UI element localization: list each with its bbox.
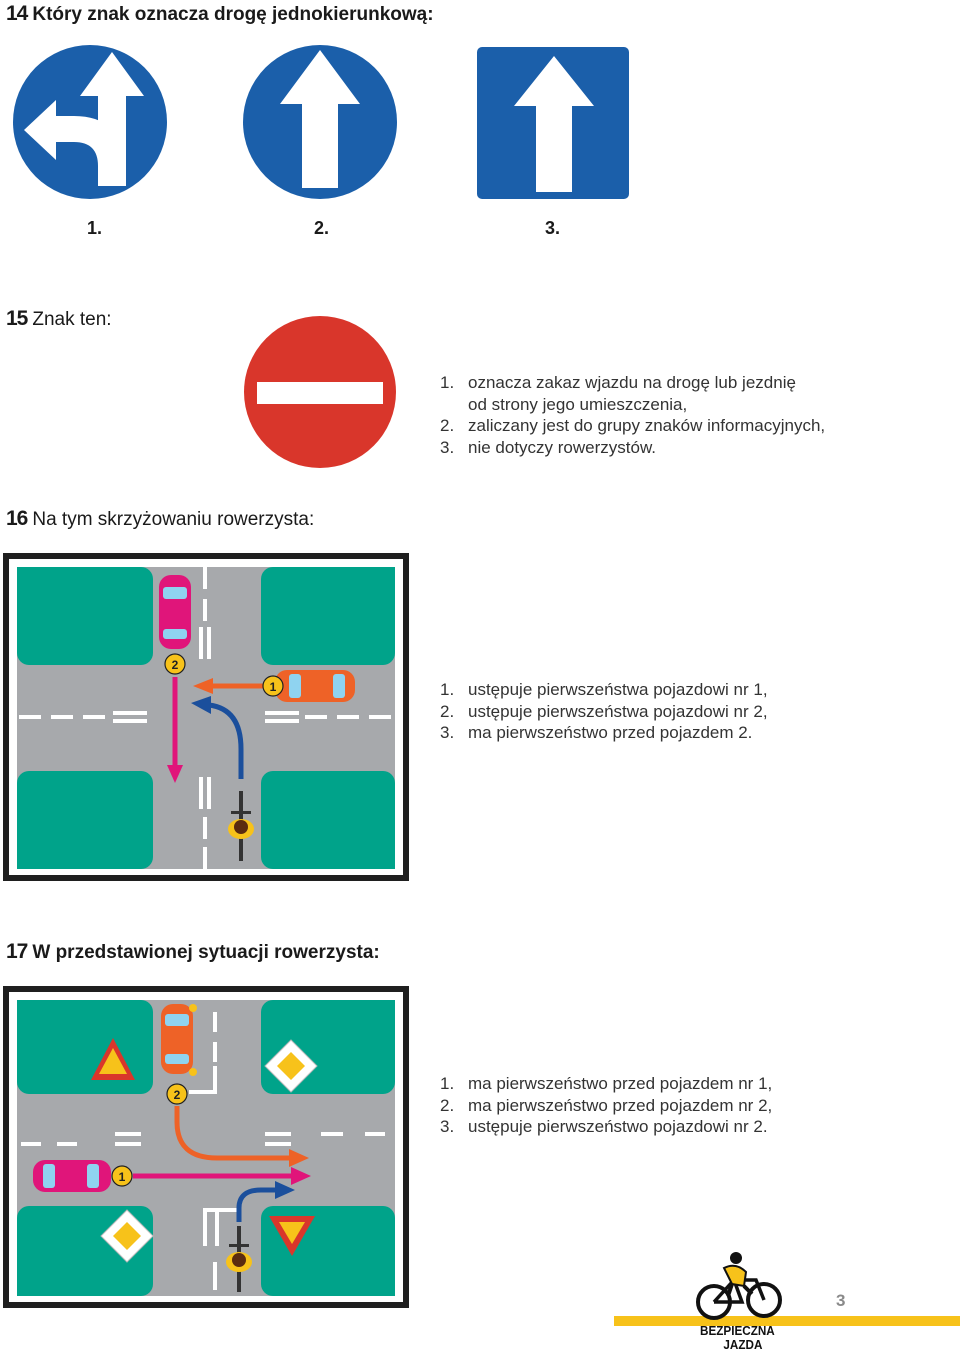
answer-item <box>440 372 825 394</box>
page-number: 3 <box>836 1291 846 1310</box>
question-number: 17 <box>6 940 28 963</box>
answer-continuation <box>440 394 825 416</box>
answer-item <box>440 415 825 437</box>
answer-number: 3. <box>440 723 455 742</box>
answer-item <box>440 1073 772 1095</box>
question-14-heading <box>6 2 434 27</box>
answer-number: 2. <box>440 1095 455 1115</box>
question-17-heading <box>6 940 380 965</box>
answer-number: 3. <box>440 437 455 457</box>
car-1 <box>33 1160 111 1192</box>
question-number: 15 <box>6 307 28 330</box>
answer-text: ma pierwszeństwo przed pojazdem nr 2, <box>468 1095 773 1115</box>
answer-number: 1. <box>440 1074 455 1093</box>
logo-text <box>700 1324 775 1352</box>
option-label: 1. <box>87 218 103 238</box>
answer-list <box>440 1073 772 1138</box>
no-entry-sign-icon <box>243 315 397 469</box>
left-or-straight-sign-icon <box>12 44 168 200</box>
car-2 <box>161 1004 197 1076</box>
answer-list <box>440 679 768 744</box>
question-text: Znak ten: <box>32 309 112 330</box>
answer-item <box>440 701 768 723</box>
option-label: 2. <box>314 218 330 238</box>
question-number: 14 <box>6 2 28 25</box>
intersection-diagram-17 <box>3 986 409 1308</box>
logo-line: BEZPIECZNA <box>700 1323 775 1338</box>
intersection-diagram-16 <box>3 553 409 881</box>
answer-number: 3. <box>440 1117 455 1136</box>
answer-number: 1. <box>440 373 455 392</box>
answer-text: od strony jego umieszczenia, <box>468 394 688 414</box>
question-text: W przedstawionej sytuacji rowerzysta: <box>32 942 380 963</box>
answer-text: oznacza zakaz wjazdu na drogę lub jezdnię <box>468 373 796 392</box>
car-2 <box>159 575 191 649</box>
vehicle-label: 1 <box>118 1170 126 1184</box>
vehicle-label: 2 <box>173 1088 181 1102</box>
answer-item <box>440 722 768 744</box>
answer-text: ma pierwszeństwo przed pojazdem 2. <box>468 723 753 742</box>
answer-list <box>440 372 825 458</box>
answer-text: ma pierwszeństwo przed pojazdem nr 1, <box>468 1074 773 1093</box>
question-text: Który znak oznacza drogę jednokierunkową: <box>32 4 434 25</box>
question-number: 16 <box>6 507 28 530</box>
answer-number: 1. <box>440 680 455 699</box>
answer-text: ustępuje pierwszeństwo pojazdowi nr 2. <box>468 1117 768 1136</box>
vehicle-label: 1 <box>269 680 277 694</box>
answer-text: nie dotyczy rowerzystów. <box>468 437 657 457</box>
answer-item <box>440 1116 772 1138</box>
question-16-heading <box>6 507 314 532</box>
answer-item <box>440 679 768 701</box>
straight-only-sign-icon <box>242 44 398 200</box>
option-label: 3. <box>545 218 561 238</box>
answer-item <box>440 437 825 459</box>
question-15-heading <box>6 307 112 332</box>
logo-line: JAZDA <box>723 1337 763 1352</box>
answer-number: 2. <box>440 701 455 721</box>
question-text: Na tym skrzyżowaniu rowerzysta: <box>32 509 315 530</box>
answer-text: ustępuje pierwszeństwa pojazdowi nr 2, <box>468 701 768 721</box>
answer-item <box>440 1095 772 1117</box>
vehicle-label: 2 <box>171 658 179 672</box>
answer-text: zaliczany jest do grupy znaków informacyjnych, <box>468 416 826 435</box>
footer-yellow-bar <box>614 1316 960 1326</box>
answer-text: ustępuje pierwszeństwa pojazdowi nr 1, <box>468 680 768 699</box>
car-1 <box>275 670 355 702</box>
answer-number: 2. <box>440 416 455 435</box>
one-way-road-sign-icon <box>476 46 630 200</box>
bezpieczna-jazda-logo-icon <box>694 1250 784 1322</box>
